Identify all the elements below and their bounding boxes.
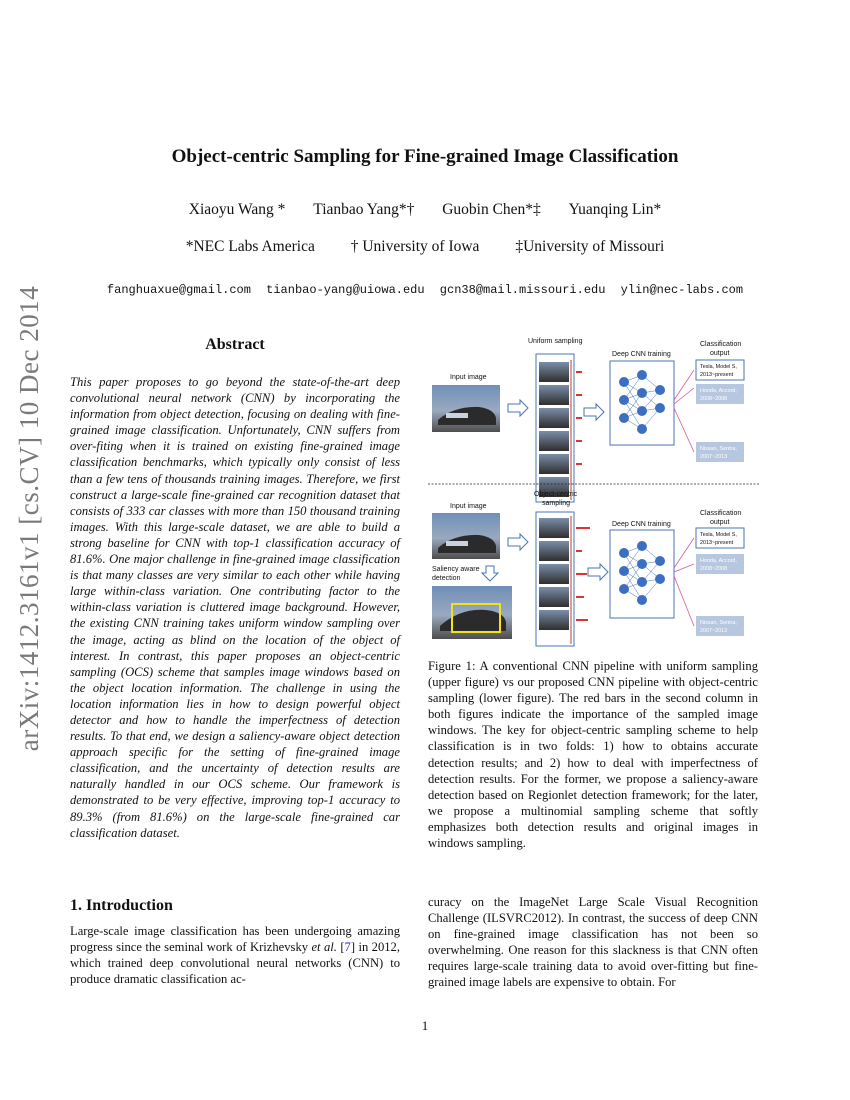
top-class-box-1 bbox=[696, 360, 744, 380]
affiliation: *NEC Labs America bbox=[185, 238, 315, 255]
class-label: 2013~present bbox=[700, 540, 734, 546]
bottom-input-label: Input image bbox=[450, 503, 487, 510]
email-list bbox=[0, 283, 850, 297]
body-text: ] bbox=[350, 940, 356, 955]
bottom-cnn-network bbox=[610, 530, 674, 618]
page-number: 1 bbox=[421, 1018, 429, 1033]
class-label: Nissan, Sentra, bbox=[700, 620, 737, 626]
bottom-input-image bbox=[432, 513, 500, 559]
bottom-sampling-label: sampling bbox=[542, 500, 571, 507]
body-text: Large-scale image classification has been undergoing amazing progress since the seminal work of Krizhevsky bbox=[70, 924, 400, 955]
bottom-class-box-3 bbox=[696, 616, 744, 636]
arrow-icon bbox=[588, 564, 608, 580]
class-label: Honda, Accord, bbox=[700, 388, 737, 394]
paper-title: Object-centric Sampling for Fine-grained Image Classification bbox=[171, 146, 679, 167]
author-name: Yuanqing Lin* bbox=[568, 201, 662, 218]
top-cnn-network bbox=[610, 361, 674, 445]
bottom-output-label: output bbox=[710, 519, 730, 526]
top-pipeline bbox=[432, 338, 744, 502]
abstract-heading: Abstract bbox=[205, 336, 265, 353]
class-label: 2008~2008 bbox=[700, 566, 728, 572]
top-training-label: Deep CNN training bbox=[612, 351, 671, 358]
author-name: Xiaoyu Wang * bbox=[188, 201, 286, 218]
bottom-output-links bbox=[674, 538, 694, 626]
body-text: et al. bbox=[311, 940, 337, 955]
class-label: 2008~2008 bbox=[700, 396, 728, 402]
pipeline-diagram bbox=[424, 328, 764, 650]
class-label: Nissan, Sentra, bbox=[700, 446, 737, 452]
bottom-training-label: Deep CNN training bbox=[612, 521, 671, 528]
arrow-icon bbox=[584, 404, 604, 420]
bottom-sampling-column bbox=[536, 512, 590, 646]
abstract-text: This paper proposes to go beyond the state-of-the-art deep convolutional neural network (CNN) by incorporating the information from object detection, focusing on dealing with fine-grained image classification. Unfortunately, CNN suffers from over-fiting when it is trained on existing fine-grained image classification benchmarks, which typically only consist of less than a few tens of thousands training images. Therefore, we first construct a large-scale fine-grained car recognition dataset that consists of 333 car classes with more than 150 thousand training images. With this large-scale dataset, we are able to build a strong baseline for CNN with top-1 classification accuracy of 81.6%. One major challenge in fine-grained image classification is that many classes are very similar to each other while having large within-class variation. One contributing factor to the within-class variation is cluttered image background. However, the existing CNN training takes uniform window sampling over the image, acting as blind on the location of the object of interest. In contrast, this paper proposes an object-centric sampling (OCS) scheme that samples image windows based on the object location information. The challenge in using the location information lies in how to design powerful object detector and how to handle the imperfectness of detection results. To that end, we design a saliency-aware object detection approach specific for the setting of fine-grained image classification, and the uncertainty of detection results are naturally handled in our OCS scheme. Our framework is demonstrated to be very effective, improving top-1 accuracy to 89.3% (from 81.6%) on the large-scale fine-grained car classification dataset. bbox=[70, 375, 400, 840]
top-output-label: output bbox=[710, 350, 730, 357]
saliency-label: detection bbox=[432, 575, 461, 582]
arrow-icon bbox=[508, 534, 528, 550]
class-label: 2007~2013 bbox=[700, 628, 728, 634]
class-label: Honda, Accord, bbox=[700, 558, 737, 564]
top-class-box-3 bbox=[696, 442, 744, 462]
body-text: [ bbox=[336, 940, 345, 955]
email-address: gcn38@mail.missouri.edu bbox=[439, 283, 606, 297]
top-output-links bbox=[674, 370, 694, 452]
author-name: Guobin Chen*‡ bbox=[442, 201, 541, 218]
email-address: ylin@nec-labs.com bbox=[620, 283, 744, 297]
arxiv-identifier-stamp bbox=[8, 268, 52, 768]
class-label: Tesla, Model S, bbox=[700, 532, 737, 538]
email-address: tianbao-yang@uiowa.edu bbox=[266, 283, 425, 297]
top-input-image bbox=[432, 385, 500, 432]
class-label: 2013~present bbox=[700, 372, 734, 378]
top-sampling-column bbox=[536, 354, 582, 502]
bottom-class-box-2 bbox=[696, 554, 744, 574]
body-text: in 2012, which trained deep convolutional neural networks (CNN) to produce dramatic classification ac- bbox=[70, 940, 400, 987]
figure-1 bbox=[424, 328, 764, 650]
top-sampling-label: Uniform sampling bbox=[528, 338, 583, 345]
bottom-output-label: Classification bbox=[700, 510, 742, 517]
affiliation-list bbox=[0, 238, 850, 256]
class-label: 2007~2013 bbox=[700, 454, 728, 460]
class-label: Tesla, Model S, bbox=[700, 364, 737, 370]
affiliation: ‡University of Missouri bbox=[515, 238, 665, 255]
figure-caption: Figure 1: A conventional CNN pipeline with uniform sampling (upper figure) vs our proposed CNN pipeline with object-centric sampling (lower figure). The red bars in the second column in both figures indicate the importance of the sampled image windows. The key for object-centric sampling scheme to help classification is in two folds: 1) how to obtains accurate detection results; and 2) how to deal with imperfectness of detection results. For the former, we propose a saliency-aware detection based on Regionlet detection framework; for the later, we propose a multinomial sampling scheme that softly emphasizes both detection results and original images in windows sampling. bbox=[428, 659, 758, 851]
arrow-icon bbox=[508, 400, 528, 416]
bottom-sampling-label: Object-centric bbox=[534, 491, 578, 498]
bottom-pipeline bbox=[432, 491, 744, 646]
author-list bbox=[0, 201, 850, 219]
section-heading: 1. Introduction bbox=[70, 897, 173, 914]
saliency-detection-image bbox=[432, 586, 512, 639]
email-address: fanghuaxue@gmail.com bbox=[106, 283, 251, 297]
arrow-down-icon bbox=[482, 566, 498, 581]
intro-text-right: curacy on the ImageNet Large Scale Visual Recognition Challenge (ILSVRC2012). In contrast, the success of deep CNN on fine-grained image classification has not been so overwhelming. One reason for this slackness is that CNN often requires large-scale training data to avoid over-fitting but fine-grained image labels are expensive to obtain. For bbox=[428, 895, 758, 990]
author-name: Tianbao Yang*† bbox=[313, 201, 415, 218]
citation-link[interactable]: 7 bbox=[344, 940, 351, 955]
top-class-box-2 bbox=[696, 384, 744, 404]
affiliation: † University of Iowa bbox=[350, 238, 480, 255]
arxiv-stamp-text: arXiv:1412.3161v1 [cs.CV] 10 Dec 2014 bbox=[14, 285, 45, 751]
top-input-label: Input image bbox=[450, 374, 487, 381]
intro-text-left bbox=[70, 923, 400, 987]
top-output-label: Classification bbox=[700, 341, 742, 348]
saliency-label: Saliency aware bbox=[432, 566, 480, 573]
bottom-class-box-1 bbox=[696, 528, 744, 548]
